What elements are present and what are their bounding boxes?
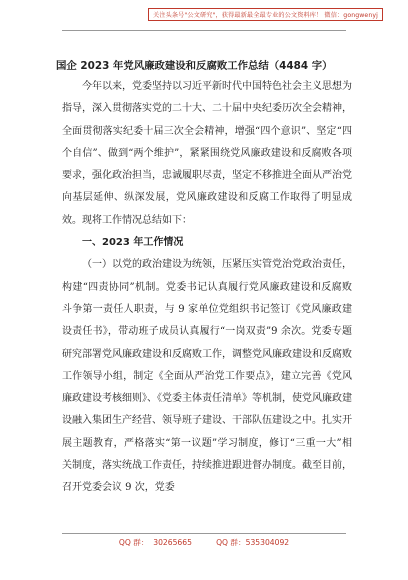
footer-divider [62, 533, 346, 534]
section-heading: 一、2023 年工作情况 [82, 237, 184, 249]
document-title: 国企 2023 年党风廉政建设和反腐败工作总结（4484 字） [56, 60, 333, 72]
item-paragraph: （一）以党的政治建设为统领，压紧压实管党治党政治责任，构建“四责协同”机制。党委书记认真履行党风廉政建设和反腐败斗争第一责任人职责，与 9 家单位党组织书记签订《党风廉政建设责任书》，带动班子成员认真履行“一岗双责”9 余次。党委专题研究部署党风廉政建设和反腐败工作，调整党风廉政建设和反腐败工作领导小组，制定《全面从严治党工作要点》，建立完善《党风廉政建设考核细则》、《党委主体责任清单》等机制，使党风廉政建设融入集团生产经营、领导班子建设、干部队伍建设之中。扎实开展主题教育，严格落实“第一议题”学习制度，修订“三重一大”相关制度，落实统战工作责任，持续推进跟进督办制度。截至目前，召开党委会议 9 次，党委 [62, 259, 352, 494]
intro-paragraph: 今年以来，党委坚持以习近平新时代中国特色社会主义思想为指导，深入贯彻落实党的二十大、二十届中央纪委历次全会精神，全面贯彻落实纪委十届三次全会精神，增强“四个意识”、坚定“四个自信”、做到“两个维护”，紧紧围绕党风廉政建设和反腐败各项要求，强化政治担当，忠诚履职尽责，坚定不移推进全面从严治党向基层延伸、纵深发展，党风廉政建设和反腐工作取得了明显成效。现将工作情况总结如下： [62, 81, 352, 226]
header-divider [62, 30, 346, 31]
header-banner: 关注头条号"公文研究"，获得最新最全最专业的公文资料库！ 微信：gongwenyj [148, 8, 383, 21]
footer-contacts: QQ 群： 30265665 QQ 群：535304092 [118, 538, 290, 547]
document-body [62, 76, 352, 500]
